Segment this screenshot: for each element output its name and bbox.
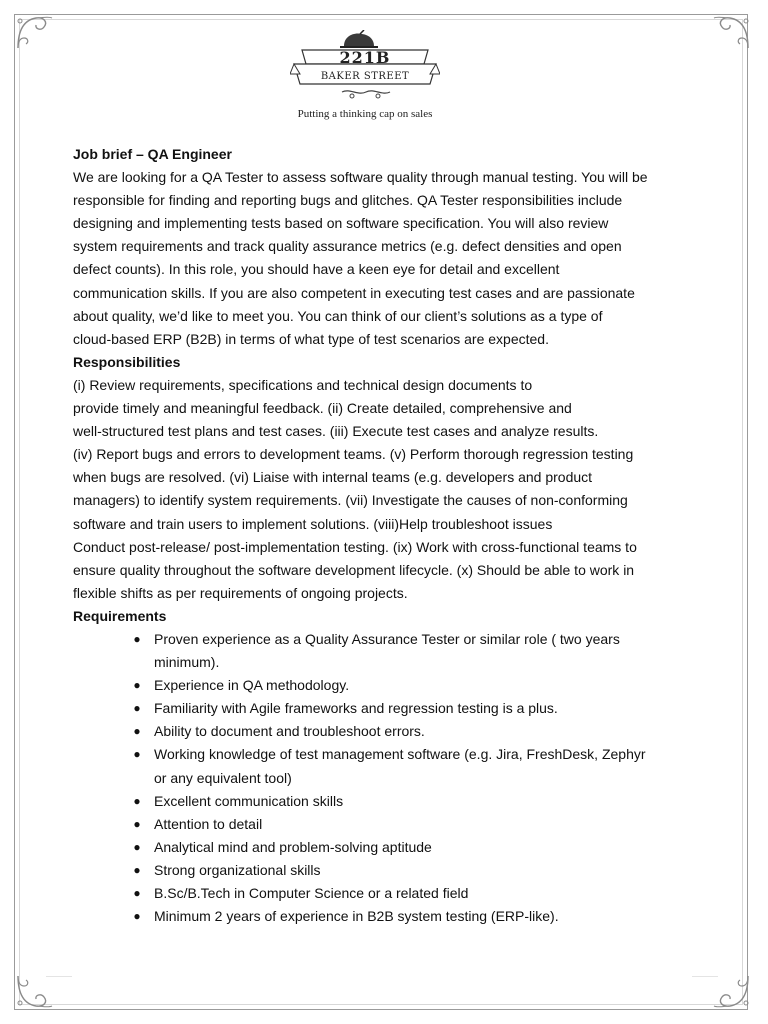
list-item bbox=[73, 743, 673, 789]
bullet-icon: ● bbox=[133, 839, 141, 854]
paragraph-line: managers) to identify system requirements. (vii) Investigate the causes of non-conforming bbox=[73, 492, 628, 509]
paragraph-line: when bugs are resolved. (vi) Liaise with internal teams (e.g. developers and product bbox=[73, 469, 593, 486]
paragraph-line: system requirements and track quality assurance metrics (e.g. defect densities and open bbox=[73, 238, 622, 255]
list-item bbox=[73, 905, 673, 928]
paragraph-line: software and train users to implement solutions. (viii)Help troubleshoot issues bbox=[73, 515, 553, 532]
requirements-list bbox=[73, 628, 673, 928]
list-item-text: Experience in QA methodology. bbox=[154, 677, 350, 694]
list-item-text: or any equivalent tool) bbox=[154, 769, 292, 786]
bullet-icon: ● bbox=[133, 747, 141, 762]
paragraph-line: responsible for finding and reporting bugs and glitches. QA Tester responsibilities include bbox=[73, 192, 623, 209]
list-item bbox=[73, 697, 673, 720]
responsibilities-paragraph bbox=[73, 374, 673, 605]
bullet-icon: ● bbox=[133, 701, 141, 716]
logo-street-name: BAKER STREET bbox=[320, 71, 410, 82]
corner-flourish-top-right bbox=[712, 12, 752, 52]
paragraph-line: ensure quality throughout the software development lifecycle. (x) Should be able to work in bbox=[73, 561, 635, 578]
list-item bbox=[73, 674, 673, 697]
list-item-text: Analytical mind and problem-solving aptitude bbox=[154, 838, 432, 855]
divider bbox=[692, 976, 718, 977]
list-item bbox=[73, 628, 673, 674]
logo-number: 221B bbox=[339, 48, 391, 67]
list-item-text: B.Sc/B.Tech in Computer Science or a related field bbox=[154, 885, 469, 901]
paragraph-line: (iv) Report bugs and errors to development teams. (v) Perform thorough regression testing bbox=[73, 446, 634, 463]
job-brief-paragraph bbox=[73, 166, 673, 351]
list-item bbox=[73, 859, 673, 882]
responsibilities-heading: Responsibilities bbox=[73, 353, 181, 370]
list-item-text: Ability to document and troubleshoot errors. bbox=[154, 723, 425, 740]
tagline: Putting a thinking cap on sales bbox=[297, 108, 433, 120]
document-body bbox=[73, 143, 673, 928]
list-item-text: Familiarity with Agile frameworks and regression testing is a plus. bbox=[154, 700, 558, 717]
list-item-text: minimum). bbox=[154, 654, 220, 671]
job-brief-heading: Job brief – QA Engineer bbox=[73, 146, 232, 162]
paragraph-line: cloud-based ERP (B2B) in terms of what type of test scenarios are expected. bbox=[73, 330, 549, 347]
list-item-text: Attention to detail bbox=[154, 815, 263, 832]
divider bbox=[46, 976, 72, 977]
bullet-icon: ● bbox=[133, 631, 141, 646]
bullet-icon: ● bbox=[133, 724, 141, 739]
paragraph-line: defect counts). In this role, you should have a keen eye for detail and excellent bbox=[73, 261, 560, 278]
list-item-text: Minimum 2 years of experience in B2B system testing (ERP-like). bbox=[154, 908, 559, 925]
paragraph-line: designing and implementing tests based on software specification. You will also review bbox=[73, 215, 609, 232]
bullet-icon: ● bbox=[133, 886, 141, 900]
list-item bbox=[73, 836, 673, 859]
paragraph-line: (i) Review requirements, specifications and technical design documents to bbox=[73, 376, 533, 393]
bullet-icon: ● bbox=[133, 909, 141, 924]
list-item-text: Proven experience as a Quality Assurance Tester or similar role ( two years bbox=[154, 630, 620, 647]
paragraph-line: Conduct post-release/ post-implementation testing. (ix) Work with cross-functional teams to bbox=[73, 538, 637, 555]
list-item-text: Excellent communication skills bbox=[154, 792, 344, 809]
bullet-icon: ● bbox=[133, 816, 141, 831]
corner-flourish-top-left bbox=[14, 12, 54, 52]
bullet-icon: ● bbox=[133, 793, 141, 808]
list-item bbox=[73, 720, 673, 743]
paragraph-line: communication skills. If you are also competent in executing test cases and are passionate bbox=[73, 284, 635, 301]
list-item-text: Strong organizational skills bbox=[154, 861, 321, 878]
list-item bbox=[73, 882, 673, 905]
paragraph-line: We are looking for a QA Tester to assess software quality through manual testing. You will be bbox=[73, 169, 648, 186]
corner-flourish-bottom-left bbox=[14, 972, 54, 1012]
requirements-heading: Requirements bbox=[73, 607, 167, 624]
company-logo bbox=[290, 30, 440, 104]
paragraph-line: provide timely and meaningful feedback. (ii) Create detailed, comprehensive and bbox=[73, 400, 572, 417]
list-item bbox=[73, 790, 673, 813]
deerstalker-hat-icon bbox=[290, 30, 440, 104]
bullet-icon: ● bbox=[133, 678, 141, 693]
bullet-icon: ● bbox=[133, 862, 141, 877]
list-item-text: Working knowledge of test management software (e.g. Jira, FreshDesk, Zephyr bbox=[154, 746, 646, 763]
corner-flourish-bottom-right bbox=[712, 972, 752, 1012]
paragraph-line: flexible shifts as per requirements of ongoing projects. bbox=[73, 584, 408, 601]
paragraph-line: about quality, we’d like to meet you. You can think of our client’s solutions as a type of bbox=[73, 307, 603, 324]
list-item bbox=[73, 813, 673, 836]
paragraph-line: well-structured test plans and test cases. (iii) Execute test cases and analyze results. bbox=[73, 423, 599, 440]
